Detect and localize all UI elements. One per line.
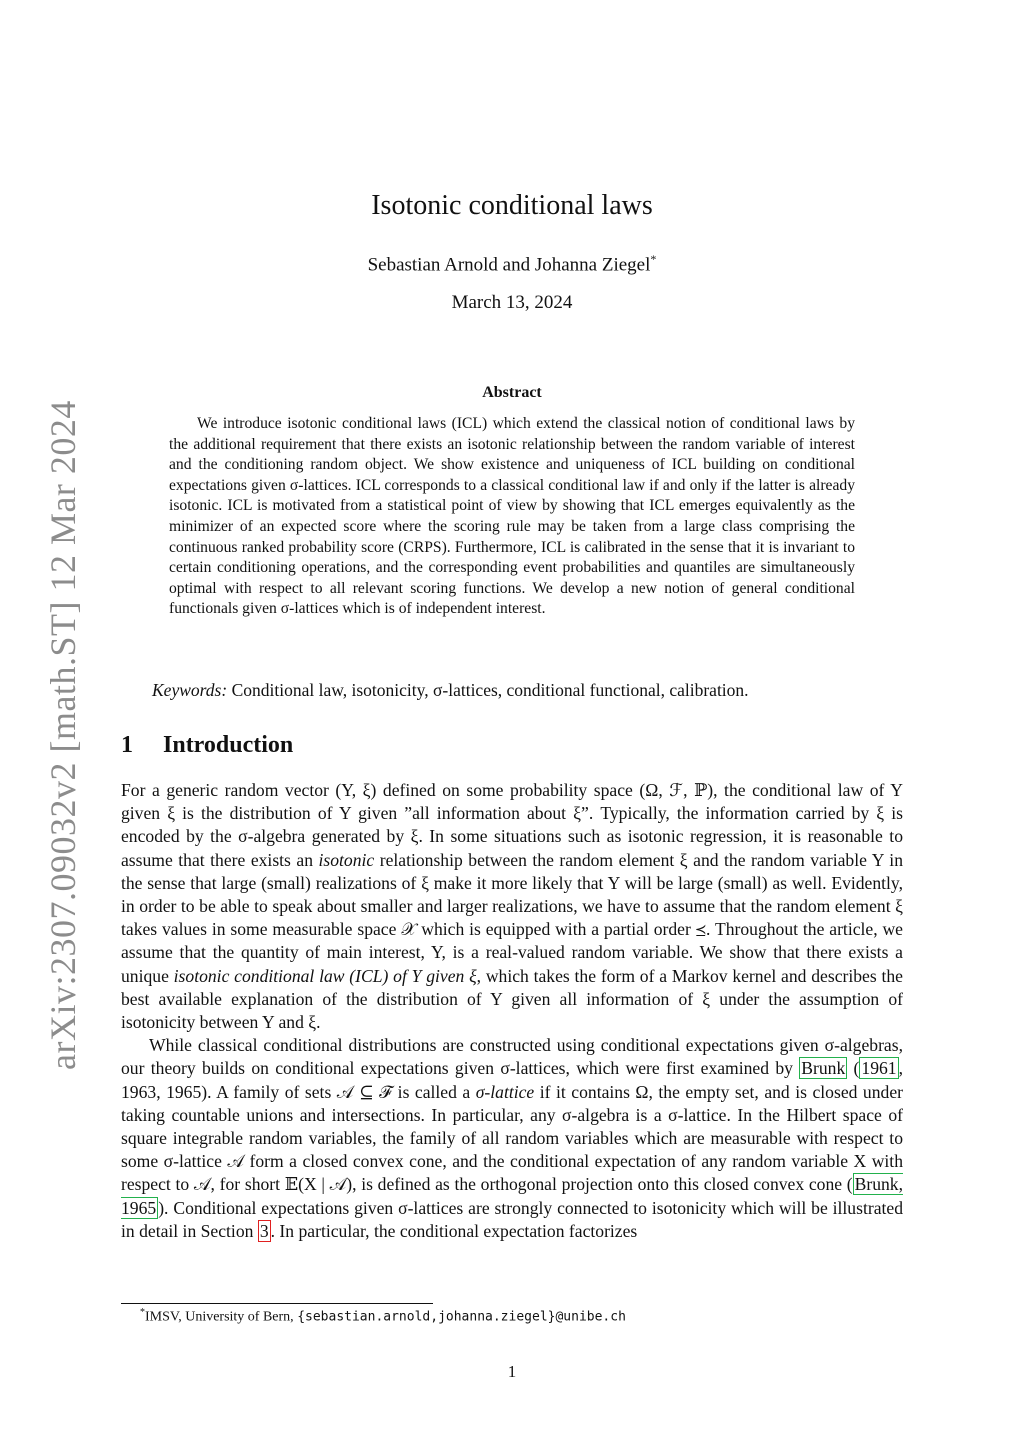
text-run: For a generic random vector (Y, ξ) defined on some probability space (Ω, ℱ, ℙ), the conditional law of Y given ξ is the distribution of Y given ”all information about ξ”. Typically, the information carried by ξ is encoded by the σ-algebra generated by ξ. In some situations such as isotonic regression, it is reasonable to assume that there exists an — [121, 780, 903, 870]
text-run: While classical conditional distributions are constructed using conditional expectations given σ-algebras, our theory builds on conditional expectations given σ-lattices, which were first examined by — [121, 1035, 903, 1079]
paragraph-1 — [121, 779, 903, 1034]
abstract-text: We introduce isotonic conditional laws (ICL) which extend the classical notion of conditional laws by the additional requirement that there exists an isotonic relationship between the random variable of interest and the conditioning random object. We show existence and uniqueness of ICL building on conditional expectations given σ-lattices. ICL corresponds to a classical conditional law if and only if the latter is already isotonic. ICL is motivated from a statistical point of view by showing that ICL emerges equivalently as the minimizer of an expected score where the scoring rule may be taken from a large class comprising the continuous ranked probability score (CRPS). Furthermore, ICL is calibrated in the sense that it is invariant to certain conditioning operations, and the corresponding event probabilities and quantiles are simultaneously optimal with respect to all relevant scoring functions. We develop a new notion of general conditional functionals given σ-lattices which is of independent interest. — [169, 415, 855, 618]
text-run: . In particular, the conditional expectation factorizes — [270, 1220, 638, 1241]
paragraph-2 — [121, 1034, 903, 1243]
body-text — [121, 779, 903, 1243]
authors — [0, 252, 1024, 276]
paper-date: March 13, 2024 — [451, 292, 573, 313]
section-ref-link[interactable]: 3 — [259, 1220, 269, 1241]
keywords — [152, 680, 872, 701]
page-number: 1 — [507, 1362, 517, 1381]
section-number: 1 — [121, 732, 133, 758]
keywords-text: Conditional law, isotonicity, σ-lattices, conditional functional, calibration. — [231, 680, 749, 700]
paper-title: Isotonic conditional laws — [371, 190, 653, 221]
keywords-label: Keywords: — [152, 680, 228, 700]
author-names: Sebastian Arnold and Johanna Ziegel — [367, 254, 651, 276]
citation-link-brunk-1965[interactable]: Brunk, 1965 — [121, 1174, 903, 1218]
text-run: relationship between the random element ξ and the random variable Y in the sense that large (small) realizations of ξ make it more likely that Y will be large (small) as well. Evidently, in order to be able to speak about smaller and larger realizations, we have to assume that the random element ξ takes values in some measurable space 𝒳 which is equipped with a partial order ⪯. Throughout the article, we assume that the quantity of main interest, Y, is a real-valued random variable. We show that there exists a unique — [121, 849, 903, 986]
footnote-email: {sebastian.arnold,johanna.ziegel}@unibe.ch — [297, 1309, 626, 1325]
text-run: if it contains Ω, the empty set, and is closed under taking countable unions and intersections. In particular, any σ-algebra is a σ-lattice. In the Hilbert space of square integrable random variables, the family of all random variables which are measurable with respect to some σ-lattice 𝒜 form a closed convex cone, and the conditional expectation of any random variable X with respect to 𝒜, for short 𝔼(X | 𝒜), is defined as the orthogonal projection onto this closed convex cone ( — [121, 1081, 903, 1195]
citation-link-1961[interactable]: 1961 — [861, 1058, 897, 1079]
text-run: , 1963, 1965). A family of sets 𝒜 ⊆ ℱ is called a — [121, 1058, 903, 1102]
arxiv-identifier: arXiv:2307.09032v2 [math.ST] 12 Mar 2024 — [43, 400, 83, 1070]
section-title: Introduction — [163, 732, 294, 758]
section-heading — [121, 732, 293, 759]
author-footnote-mark: * — [650, 252, 657, 266]
emphasis: isotonic — [318, 849, 375, 870]
footnote — [140, 1307, 626, 1326]
abstract-heading: Abstract — [482, 384, 542, 401]
footnote-mark: * — [140, 1307, 145, 1318]
text-run: ). Conditional expectations given σ-lattices are strongly connected to isotonicity which will be illustrated in detail in Section — [121, 1197, 903, 1241]
text-run: ( — [847, 1058, 860, 1079]
emphasis: isotonic conditional law (ICL) of Y given ξ — [173, 965, 477, 986]
emphasis: σ-lattice — [475, 1081, 535, 1102]
footnote-affiliation: IMSV, University of Bern, — [145, 1309, 298, 1325]
citation-link-brunk[interactable]: Brunk — [801, 1058, 846, 1079]
footnote-divider — [121, 1303, 433, 1304]
text-run: , which takes the form of a Markov kernel and describes the best available explanation of the distribution of Y given all information of ξ under the assumption of isotonicity between Y and ξ. — [121, 965, 903, 1033]
